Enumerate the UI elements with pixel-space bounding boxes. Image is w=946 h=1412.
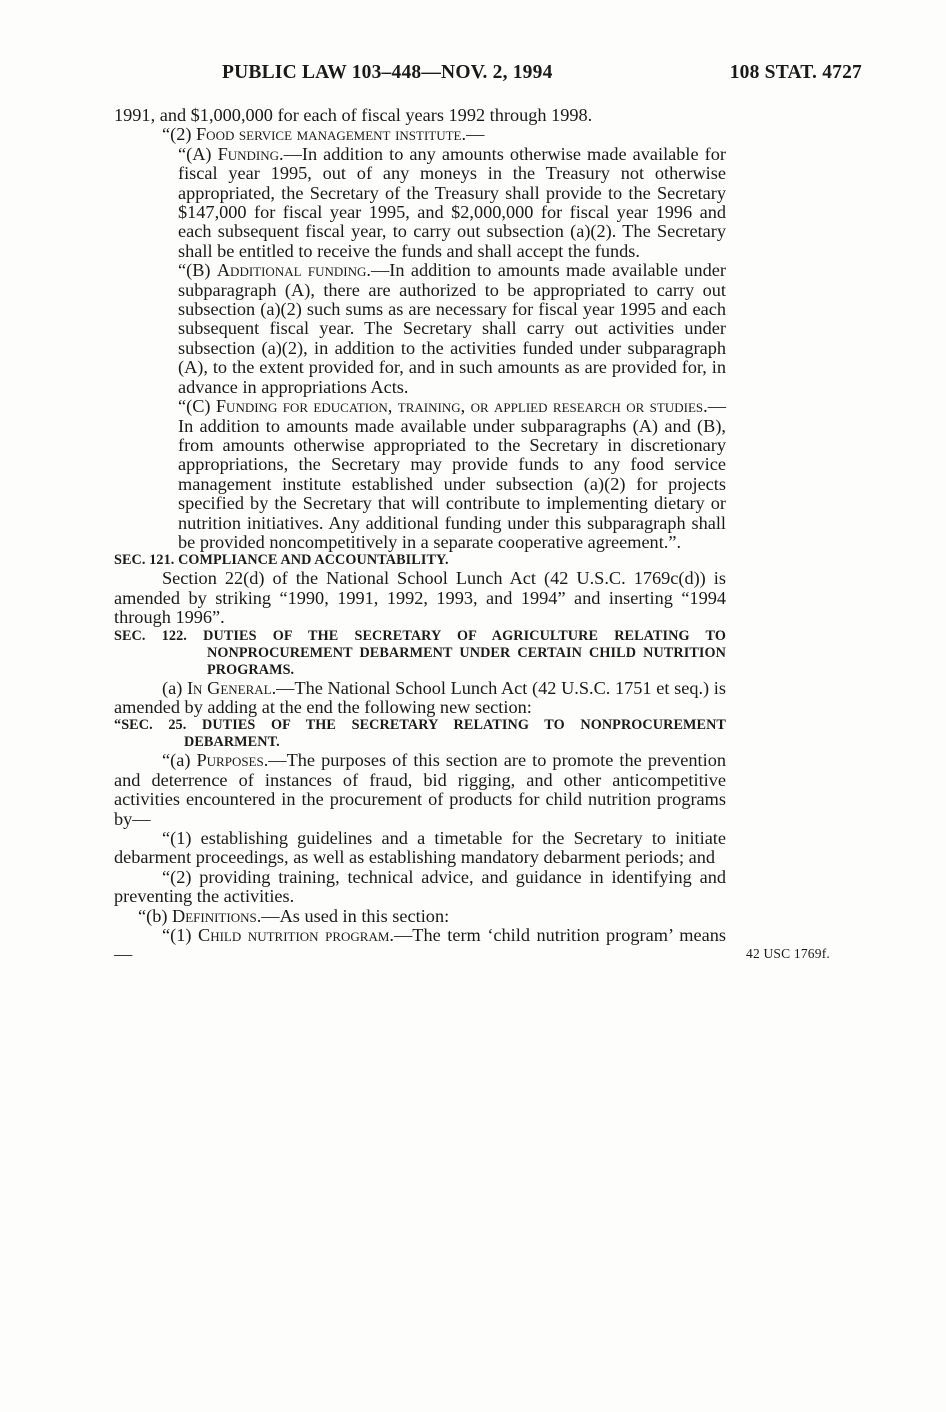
subsection-b-definitions: “(b) Definitions.—As used in this section:: [138, 905, 450, 926]
law-citation: PUBLIC LAW 103–448—NOV. 2, 1994: [222, 62, 553, 83]
subsection-a-in-general: (a) In General.—The National School Lunch Act (42 U.S.C. 1751 et seq.) is amended by adding at the end the following new section:: [114, 677, 726, 717]
section-121-body: Section 22(d) of the National School Lunch Act (42 U.S.C. 1769c(d)) is amended by striking “1990, 1991, 1992, 1993, and 1994” and inserting “1994 through 1996”.: [114, 568, 726, 628]
purposes-item-2: “(2) providing training, technical advice, and guidance in identifying and preventing the activities.: [114, 866, 726, 907]
document-body: [114, 106, 726, 965]
margin-note-usc: 42 USC 1769f.: [746, 946, 830, 961]
section-heading-25: “SEC. 25. DUTIES OF THE SECRETARY RELATING TO NONPROCUREMENT DEBARMENT.: [114, 717, 726, 751]
subparagraph-a: “(A) Funding.—In addition to any amounts otherwise made available for fiscal year 1995, out of any moneys in the Treasury not otherwise appropriated, the Secretary of the Treasury shall provide to the Secretary $147,000 for fiscal year 1995, and $2,000,000 for fiscal year 1996 and each subsequent fiscal year, to carry out subsection (a)(2). The Secretary shall be entitled to receive the funds and shall accept the funds.: [178, 143, 727, 261]
paragraph-heading: “(2) Food service management institute.—: [162, 124, 485, 145]
subparagraph-c: “(C) Funding for education, training, or applied research or studies.—In addition to amounts made available under subparagraphs (A) and (B), from amounts otherwise appropriated to the Secretary in discretionary appropriations, the Secretary may provide funds to any food service management institute established under subsection (a)(2) for projects specified by the Secretary that will contribute to implementing dietary or nutrition initiatives. Any additional funding under this subparagraph shall be provided noncompetitively in a separate cooperative agreement.”.: [178, 396, 726, 552]
section-heading-122: SEC. 122. DUTIES OF THE SECRETARY OF AGRICULTURE RELATING TO NONPROCUREMENT DEBARMENT UNDER CERTAIN CHILD NUTRITION PROGRAMS.: [114, 627, 726, 678]
section-heading-121: SEC. 121. COMPLIANCE AND ACCOUNTABILITY.: [114, 552, 449, 569]
statute-page-number: 108 STAT. 4727: [729, 62, 862, 83]
subparagraph-b: “(B) Additional funding.—In addition to amounts made available under subparagraph (A), there are authorized to be appropriated to carry out subsection (a)(2) such sums as are necessary for fiscal year 1995 and each subsequent fiscal year. The Secretary shall carry out activities under subsection (a)(2), in addition to the activities funded under subparagraph (A), to the extent provided for, and in such amounts as are provided for, in advance in appropriations Acts.: [178, 260, 726, 397]
definition-child-nutrition-program: “(1) Child nutrition program.—The term ‘child nutrition program’ means—: [114, 925, 726, 965]
subsection-a-purposes: “(a) Purposes.—The purposes of this section are to promote the prevention and deterrence of instances of fraud, bid rigging, and other anticompetitive activities encountered in the procurement of products for child nutrition programs by—: [114, 750, 726, 829]
purposes-item-1: “(1) establishing guidelines and a timetable for the Secretary to initiate debarment proceedings, as well as establishing mandatory debarment periods; and: [114, 828, 726, 868]
paragraph: 1991, and $1,000,000 for each of fiscal years 1992 through 1998.: [114, 105, 593, 125]
